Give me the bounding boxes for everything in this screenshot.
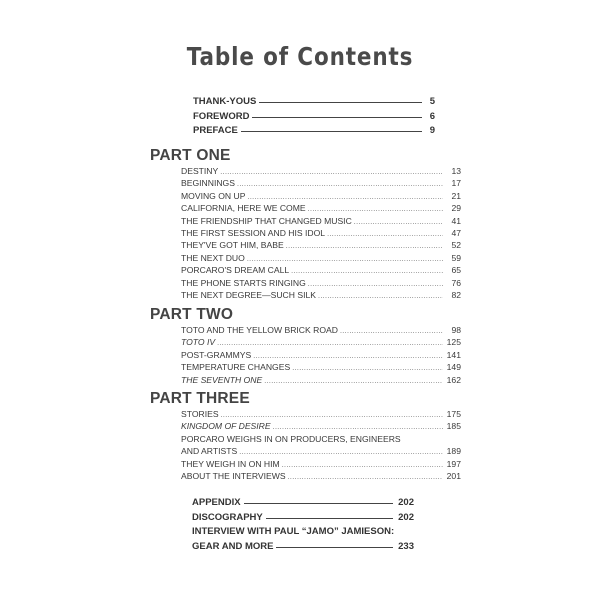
- entry-page: 41: [451, 215, 461, 226]
- entry-label: APPENDIX: [192, 497, 241, 508]
- leader-line: [252, 117, 422, 118]
- dot-leader: [318, 293, 443, 300]
- toc-entry: [181, 191, 461, 203]
- entry-label: AND ARTISTS: [181, 446, 238, 457]
- entry-page: 29: [451, 203, 461, 214]
- entry-label: TOTO IV: [181, 337, 216, 348]
- toc-entry: [181, 178, 461, 190]
- entry-label: CALIFORNIA, HERE WE COME: [181, 203, 306, 214]
- dot-leader: [237, 181, 443, 188]
- toc-entry: [181, 421, 461, 433]
- leader-line: [266, 518, 393, 519]
- entry-page: 82: [451, 289, 461, 300]
- dot-leader: [264, 378, 443, 385]
- toc-entry: [181, 350, 461, 362]
- toc-entry: [181, 240, 461, 252]
- dot-leader: [273, 424, 443, 431]
- dot-leader: [253, 353, 443, 360]
- back-matter-list: [192, 497, 414, 555]
- dot-leader: [217, 340, 443, 347]
- part-entries: [181, 409, 461, 483]
- dot-leader: [286, 243, 443, 250]
- part-entries: [181, 166, 461, 302]
- toc-entry: [181, 265, 461, 277]
- entry-page: 47: [451, 227, 461, 238]
- entry-page: 149: [446, 362, 461, 373]
- entry-label: PORCARO'S DREAM CALL: [181, 265, 290, 276]
- toc-entry: [181, 375, 461, 387]
- dot-leader: [327, 231, 443, 238]
- entry-page: 201: [446, 470, 461, 481]
- toc-entry: [181, 337, 461, 349]
- entry-page: 13: [451, 166, 461, 176]
- part-heading: PART TWO: [150, 306, 234, 323]
- toc-entry: [181, 216, 461, 228]
- entry-page: 197: [446, 458, 461, 469]
- entry-label: THE PHONE STARTS RINGING: [181, 277, 306, 288]
- dot-leader: [221, 412, 443, 419]
- toc-entry: [193, 125, 435, 140]
- dot-leader: [220, 169, 443, 176]
- entry-page: 202: [398, 511, 414, 523]
- entry-page: 233: [398, 540, 414, 552]
- entry-page: 65: [451, 265, 461, 276]
- entry-label: PREFACE: [193, 125, 238, 136]
- dot-leader: [282, 462, 443, 469]
- entry-label: THE FRIENDSHIP THAT CHANGED MUSIC: [181, 215, 352, 226]
- toc-entry: [181, 278, 461, 290]
- front-matter-list: [193, 96, 435, 140]
- entry-label: THE NEXT DEGREE—SUCH SILK: [181, 289, 316, 300]
- entry-page: 59: [451, 252, 461, 263]
- entry-page: 125: [446, 337, 461, 348]
- dot-leader: [292, 365, 443, 372]
- entry-label: DISCOGRAPHY: [192, 511, 263, 523]
- entry-page: 162: [446, 374, 461, 385]
- leader-line: [241, 131, 422, 132]
- entry-label: BEGINNINGS: [181, 178, 235, 189]
- dot-leader: [308, 206, 443, 213]
- entry-label: TOTO AND THE YELLOW BRICK ROAD: [181, 325, 338, 335]
- toc-entry: [181, 228, 461, 240]
- toc-entry: [181, 409, 461, 421]
- toc-entry: [181, 459, 461, 471]
- entry-page: 5: [429, 96, 435, 107]
- entry-page: 17: [451, 178, 461, 189]
- entry-label: TEMPERATURE CHANGES: [181, 362, 291, 373]
- entry-label: KINGDOM OF DESIRE: [181, 421, 271, 432]
- toc-entry: [192, 541, 414, 556]
- dot-leader: [288, 474, 443, 481]
- entry-page: 202: [398, 497, 414, 508]
- entry-label: THEY WEIGH IN ON HIM: [181, 458, 280, 469]
- dot-leader: [239, 449, 443, 456]
- entry-label: POST-GRAMMYS: [181, 349, 252, 360]
- entry-page: 9: [429, 125, 435, 136]
- part-one-section: [150, 147, 460, 302]
- toc-entry: [193, 111, 435, 126]
- dot-leader: [340, 328, 443, 335]
- toc-entry: [181, 362, 461, 374]
- entry-page: 21: [451, 190, 461, 201]
- entry-label: THE NEXT DUO: [181, 252, 245, 263]
- entry-label: MOVING ON UP: [181, 190, 246, 201]
- toc-entry: [192, 497, 414, 512]
- entry-label: PORCARO WEIGHS IN ON PRODUCERS, ENGINEERS: [181, 433, 401, 444]
- entry-page: 98: [451, 325, 461, 335]
- entry-page: 76: [451, 277, 461, 288]
- toc-entry: [181, 290, 461, 302]
- toc-entry: [181, 203, 461, 215]
- toc-entry: [181, 471, 461, 483]
- dot-leader: [308, 281, 443, 288]
- part-entries: [181, 325, 461, 387]
- leader-line: [259, 102, 422, 103]
- toc-entry-continued: [181, 434, 461, 446]
- leader-line: [244, 503, 393, 504]
- entry-label: DESTINY: [181, 166, 219, 176]
- entry-label: INTERVIEW WITH PAUL “JAMO” JAMIESON:: [192, 526, 395, 537]
- toc-entry-continued: [192, 526, 414, 541]
- entry-label: THE FIRST SESSION AND HIS IDOL: [181, 227, 326, 238]
- entry-label: THE SEVENTH ONE: [181, 374, 263, 385]
- entry-page: 175: [446, 409, 461, 419]
- toc-entry: [181, 446, 461, 458]
- dot-leader: [247, 194, 443, 201]
- entry-label: STORIES: [181, 409, 219, 419]
- entry-page: 6: [429, 110, 435, 122]
- dot-leader: [247, 256, 443, 263]
- part-heading: PART ONE: [150, 147, 231, 164]
- entry-label: GEAR AND MORE: [192, 540, 274, 552]
- toc-entry: [192, 512, 414, 527]
- part-heading: PART THREE: [150, 390, 250, 407]
- toc-entry: [181, 253, 461, 265]
- toc-entry: [181, 325, 461, 337]
- entry-label: THEY'VE GOT HIM, BABE: [181, 240, 284, 251]
- entry-page: 141: [446, 349, 461, 360]
- page-title: Table of Contents: [186, 42, 414, 71]
- entry-page: 185: [446, 421, 461, 432]
- entry-label: ABOUT THE INTERVIEWS: [181, 470, 286, 481]
- toc-entry: [181, 166, 461, 178]
- part-three-section: [150, 390, 460, 483]
- entry-label: FOREWORD: [193, 110, 250, 122]
- dot-leader: [291, 268, 443, 275]
- leader-line: [276, 547, 393, 548]
- dot-leader: [354, 219, 443, 226]
- toc-entry: [193, 96, 435, 111]
- entry-label: THANK-YOUS: [193, 96, 257, 107]
- part-two-section: [150, 306, 460, 387]
- entry-page: 189: [446, 446, 461, 457]
- entry-page: 52: [451, 240, 461, 251]
